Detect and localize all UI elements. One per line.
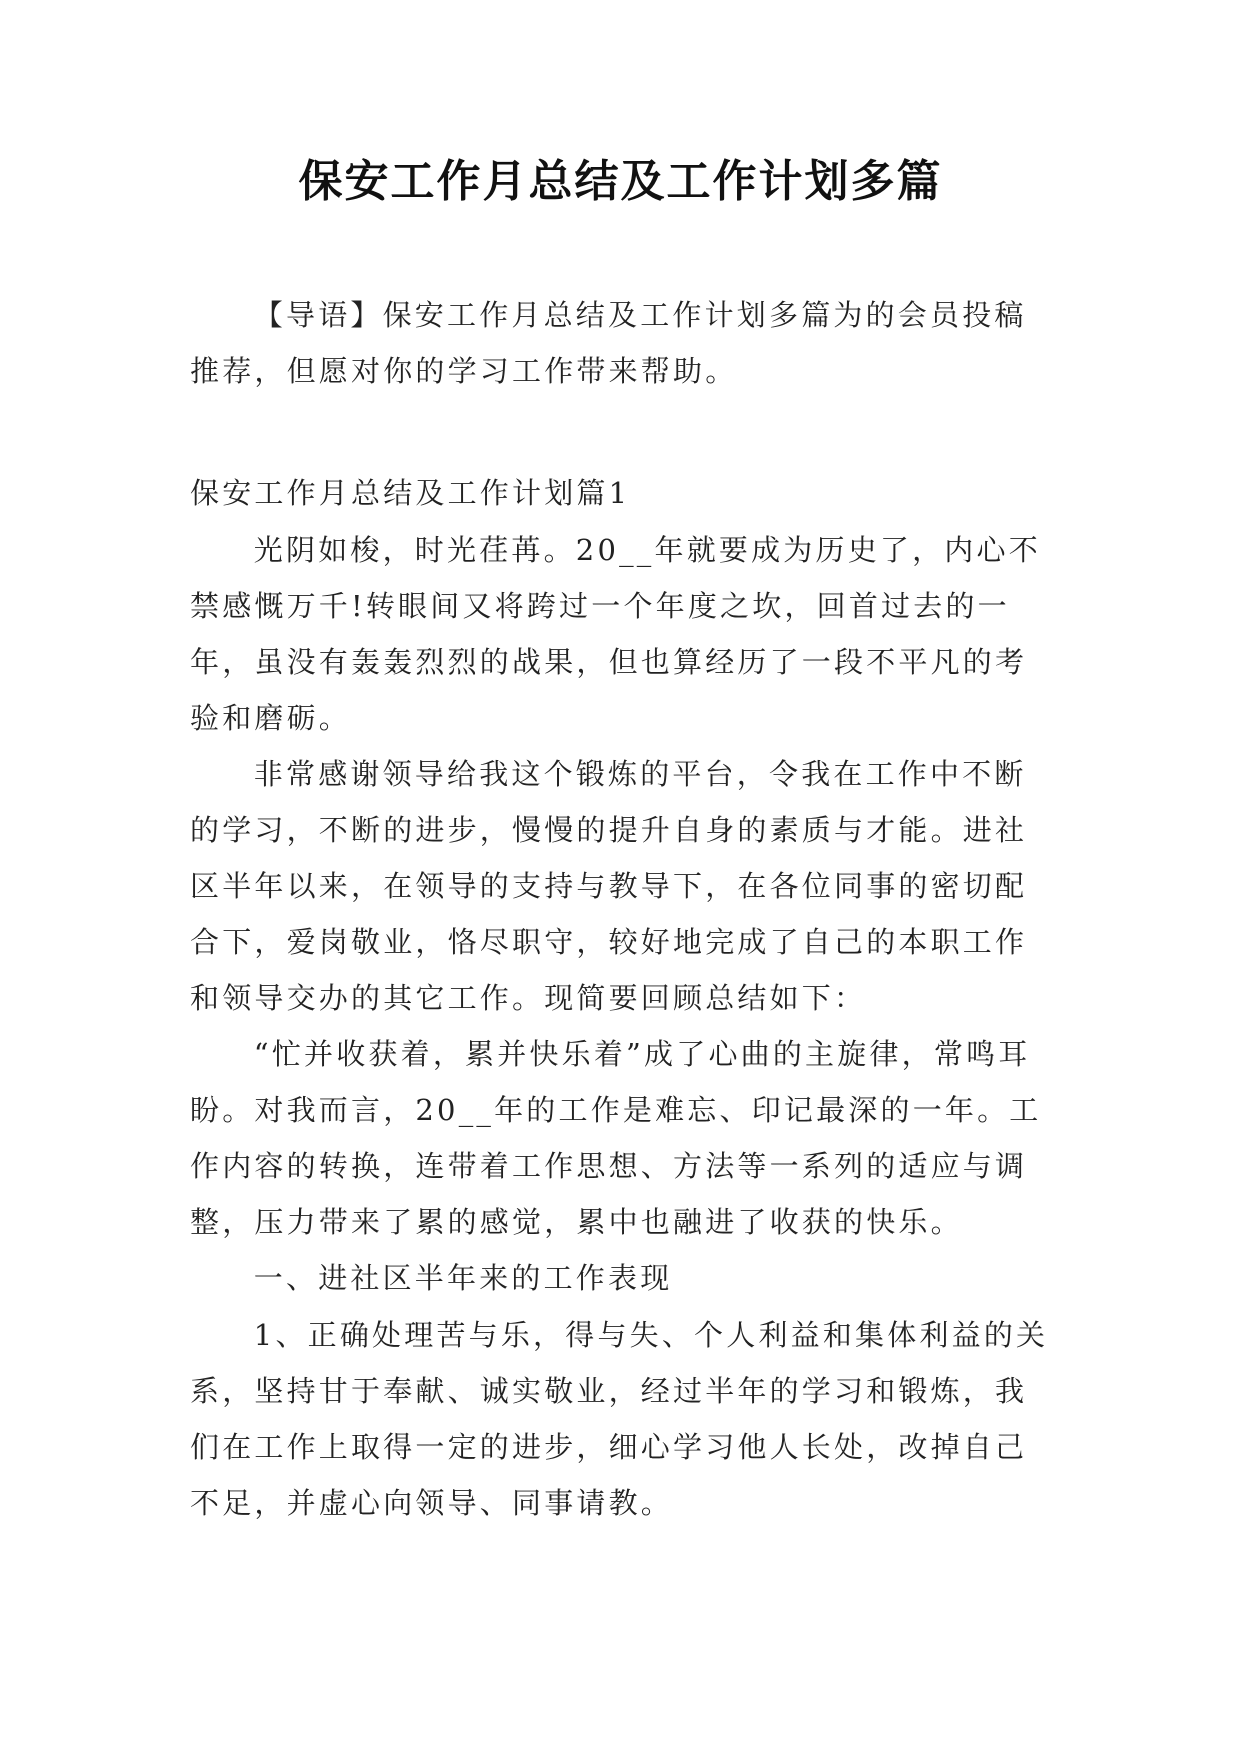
body-paragraph-1: 光阴如梭，时光荏苒。20__年就要成为历史了，内心不禁感慨万千!转眼间又将跨过一个年度之坎，回首过去的一年，虽没有轰轰烈烈的战果，但也算经历了一段不平凡的考验和磨砺。 <box>190 533 1041 735</box>
intro-paragraph: 【导语】保安工作月总结及工作计划多篇为的会员投稿推荐，但愿对你的学习工作带来帮助。 <box>190 298 1027 388</box>
section-title: 保安工作月总结及工作计划篇1 <box>190 476 631 510</box>
list-item-1: 1、正确处理苦与乐，得与失、个人利益和集体利益的关系，坚持甘于奉献、诚实敬业，经过半年的学习和锻炼，我们在工作上取得一定的进步，细心学习他人长处，改掉自己不足，并虚心向领导、同事请教。 <box>190 1318 1049 1520</box>
subheading-1: 一、进社区半年来的工作表现 <box>253 1261 673 1295</box>
body-paragraph-3: “忙并收获着，累并快乐着”成了心曲的主旋律，常鸣耳盼。对我而言，20__年的工作是难忘、印记最深的一年。工作内容的转换，连带着工作思想、方法等一系列的适应与调整，压力带来了累的感觉，累中也融进了收获的快乐。 <box>190 1037 1042 1239</box>
body-paragraph-2: 非常感谢领导给我这个锻炼的平台，令我在工作中不断的学习，不断的进步，慢慢的提升自身的素质与才能。进社区半年以来，在领导的支持与教导下，在各位同事的密切配合下，爱岗敬业，恪尽职守，较好地完成了自己的本职工作和领导交办的其它工作。现简要回顾总结如下： <box>190 757 1028 1015</box>
document-title: 保安工作月总结及工作计划多篇 <box>298 156 943 207</box>
